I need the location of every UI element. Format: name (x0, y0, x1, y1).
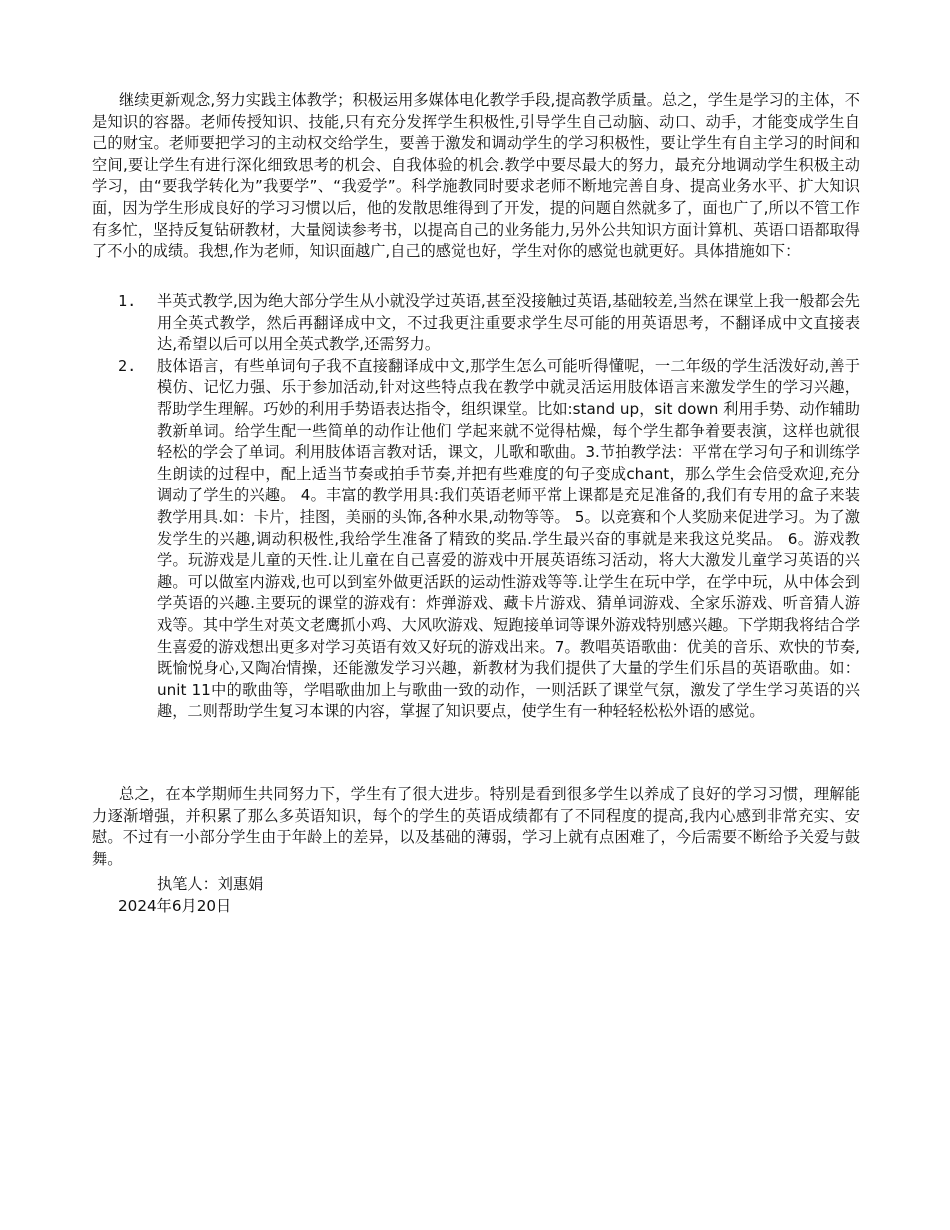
list-item (92, 356, 860, 723)
measures-list (92, 291, 860, 723)
list-item-number: 2. (118, 356, 137, 375)
summary-paragraph: 总之，在本学期师生共同努力下，学生有了很大进步。特别是看到很多学生以养成了良好的学习习惯，理解能力逐渐增强，并积累了那么多英语知识，每个的学生的英语成绩都有了不同程度的提高,我内心感到非常充实、安慰。不过有一小部分学生由于年龄上的差异，以及基础的薄弱，学习上就有点困难了，今后需要不断给予关爱与鼓舞。 (92, 785, 860, 868)
list-item-number: 1. (118, 292, 137, 310)
list-item-text: 半英式教学,因为绝大部分学生从小就没学过英语,甚至没接触过英语,基础较差,当然在课堂上我一般都会先用全英式教学，然后再翻译成中文，不过我更注重要求学生尽可能的用英语思考，不翻译成中文直接表达,希望以后可以用全英式教学,还需努力。 (157, 292, 860, 354)
list-item (92, 291, 860, 356)
list-item-text: 肢体语言，有些单词句子我不直接翻译成中文,那学生怎么可能听得懂呢，一二年级的学生活泼好动,善于模仿、记忆力强、乐于参加活动,针对这些特点我在教学中就灵活运用肢体语言来激发学生的学习兴趣，帮助学生理解。巧妙的利用手势语表达指令，组织课堂。比如:stand up，sit down 利用手势、动作辅助教新单词。给学生配一些简单的动作让他们 学起来就不觉得枯燥，每个学生都争着要表演，这样也就很轻松的学会了单词。利用肢体语言教对话，课文，儿歌和歌曲。3.节拍教学法：平常在学习句子和训练学生朗读的过程中，配上适当节奏或拍手节奏,并把有些难度的句子变成chant，那么学生会倍受欢迎,充分调动了学生的兴趣。 4。丰富的教学用具:我们英语老师平常上课都是充足准备的,我们有专用的盒子来装教学用具.如：卡片，挂图，美丽的头饰,各种水果,动物等等。 5。以竞赛和个人奖励来促进学习。为了激发学生的兴趣,调动积极性,我给学生准备了精致的奖品.学生最兴奋的事就是来我这兑奖品。 6。游戏教学。玩游戏是儿童的天性.让儿童在自己喜爱的游戏中开展英语练习活动，将大大激发儿童学习英语的兴趣。可以做室内游戏,也可以到室外做更活跃的运动性游戏等等.让学生在玩中学，在学中玩，从中体会到学英语的兴趣.主要玩的课堂的游戏有：炸弹游戏、藏卡片游戏、猜单词游戏、全家乐游戏、听音猜人游戏等。其中学生对英文老鹰抓小鸡、大风吹游戏、短跑接单词等课外游戏特别感兴趣。下学期我将结合学生喜爱的游戏想出更多对学习英语有效又好玩的游戏出来。7。教唱英语歌曲：优美的音乐、欢快的节奏,既愉悦身心,又陶冶情操，还能激发学习兴趣，新教材为我们提供了大量的学生们乐昌的英语歌曲。如：unit 11中的歌曲等，学唱歌曲加上与歌曲一致的动作，一则活跃了课堂气氛，激发了学生学习英语的兴趣，二则帮助学生复习本课的内容，掌握了知识要点，使学生有一种轻轻松松外语的感觉。 (157, 356, 860, 721)
date-line: 2024年6月20日 (118, 897, 232, 915)
intro-paragraph: 继续更新观念,努力实践主体教学；积极运用多媒体电化教学手段,提高教学质量。总之，学生是学习的主体，不是知识的容器。老师传授知识、技能,只有充分发挥学生积极性,引导学生自己动脑、动口、动手，才能变成学生自己的财宝。老师要把学习的主动权交给学生，要善于激发和调动学生的学习积极性，要让学生有自主学习的时间和空间,要让学生有进行深化细致思考的机会、自我体验的机会.教学中要尽最大的努力，最充分地调动学生积极主动学习，由“要我学转化为”我要学”、“我爱学”。科学施教同时要求老师不断地完善自身、提高业务水平、扩大知识面，因为学生形成良好的学习习惯以后，他的发散思维得到了开发，提的问题自然就多了，面也广了,所以不管工作有多忙，坚持反复钻研教材，大量阅读参考书，以提高自己的业务能力,另外公共知识方面计算机、英语口语都取得了不小的成绩。我想,作为老师，知识面越广,自己的感觉也好，学生对你的感觉也就更好。具体措施如下： (92, 91, 860, 261)
author-signature-line: 执笔人：刘惠娟 (157, 875, 264, 893)
